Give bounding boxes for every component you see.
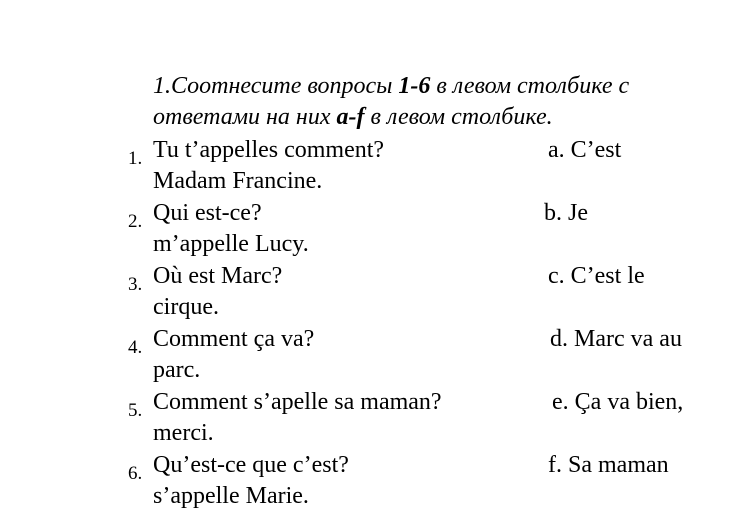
exercise-item-3 <box>0 261 750 325</box>
item-number: 3. <box>128 274 143 295</box>
item-number: 6. <box>128 463 143 484</box>
item-question: Où est Marc? <box>153 263 283 289</box>
item-answer: b. Je <box>544 200 588 226</box>
item-answer-continuation: m’appelle Lucy. <box>153 231 309 257</box>
item-number: 2. <box>128 211 143 232</box>
item-number: 5. <box>128 400 143 421</box>
item-question: Qu’est-ce que c’est? <box>153 452 349 478</box>
item-answer: e. Ça va bien, <box>552 389 684 415</box>
instruction-range-answers: a-f <box>336 104 365 130</box>
item-answer: d. Marc va au <box>550 326 682 352</box>
item-answer: f. Sa maman <box>548 452 669 478</box>
item-answer-continuation: Madam Francine. <box>153 168 323 194</box>
item-question: Comment ça va? <box>153 326 315 352</box>
instruction-range-questions: 1-6 <box>398 73 431 99</box>
item-answer: c. C’est le <box>548 263 645 289</box>
item-answer: a. C’est <box>548 137 622 163</box>
item-answer-continuation: s’appelle Marie. <box>153 483 309 509</box>
exercise-item-2 <box>0 198 750 262</box>
exercise-item-5 <box>0 387 750 451</box>
exercise-instruction <box>153 71 713 133</box>
exercise-item-1 <box>0 135 750 199</box>
item-question: Comment s’apelle sa maman? <box>153 389 442 415</box>
item-number: 4. <box>128 337 143 358</box>
exercise-item-6 <box>0 450 750 514</box>
item-question: Tu t’appelles comment? <box>153 137 385 163</box>
item-answer-continuation: parc. <box>153 357 201 383</box>
item-answer-continuation: cirque. <box>153 294 219 320</box>
instruction-text-2: в левом столбике с ответами на них <box>153 73 630 130</box>
instruction-text-1: 1.Соотнесите вопросы <box>153 73 399 99</box>
item-number: 1. <box>128 148 143 169</box>
item-question: Qui est-ce? <box>153 200 262 226</box>
instruction-text-3: в левом столбике. <box>364 104 553 130</box>
exercise-item-4 <box>0 324 750 388</box>
item-answer-continuation: merci. <box>153 420 214 446</box>
